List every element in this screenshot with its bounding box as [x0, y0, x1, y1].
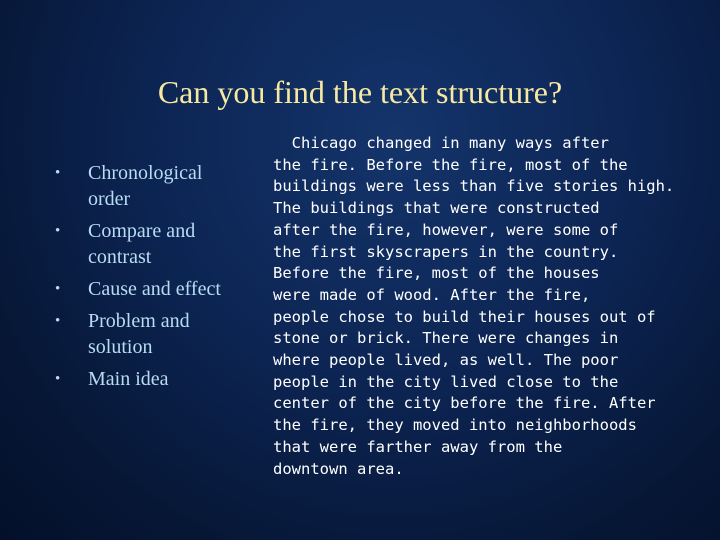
- list-item-label: Cause and effect: [88, 278, 221, 300]
- bullet-icon: •: [55, 223, 61, 239]
- chicago-passage: Chicago changed in many ways after the fire. Before the fire, most of the buildings were less than five stories high. The buildings that were constructed after the fire, however, were some of the first skyscrapers in the country. Before the fire, most of the houses were made of wood. After the fire, people chose to build their houses out of stone or brick. There were changes in where people lived, as well. The poor people in the city lived close to the center of the city before the fire. After the fire, they moved into neighborhoods that were farther away from the downtown area.: [273, 134, 675, 478]
- bullet-icon: •: [55, 371, 61, 387]
- bullet-icon: •: [55, 165, 61, 181]
- list-item-label: Main idea: [88, 368, 169, 390]
- list-item: [55, 308, 245, 360]
- list-item: [55, 276, 245, 302]
- bullet-icon: •: [55, 281, 61, 297]
- list-item: [55, 218, 245, 270]
- text-structure-list: [55, 160, 245, 398]
- list-item-label: Problem and solution: [88, 310, 190, 358]
- list-item: [55, 160, 245, 212]
- list-item-label: Compare and contrast: [88, 220, 196, 268]
- list-item-label: Chronological order: [88, 162, 203, 210]
- slide-title: Can you find the text structure?: [157, 74, 563, 110]
- list-item: [55, 366, 245, 392]
- bullet-icon: •: [55, 313, 61, 329]
